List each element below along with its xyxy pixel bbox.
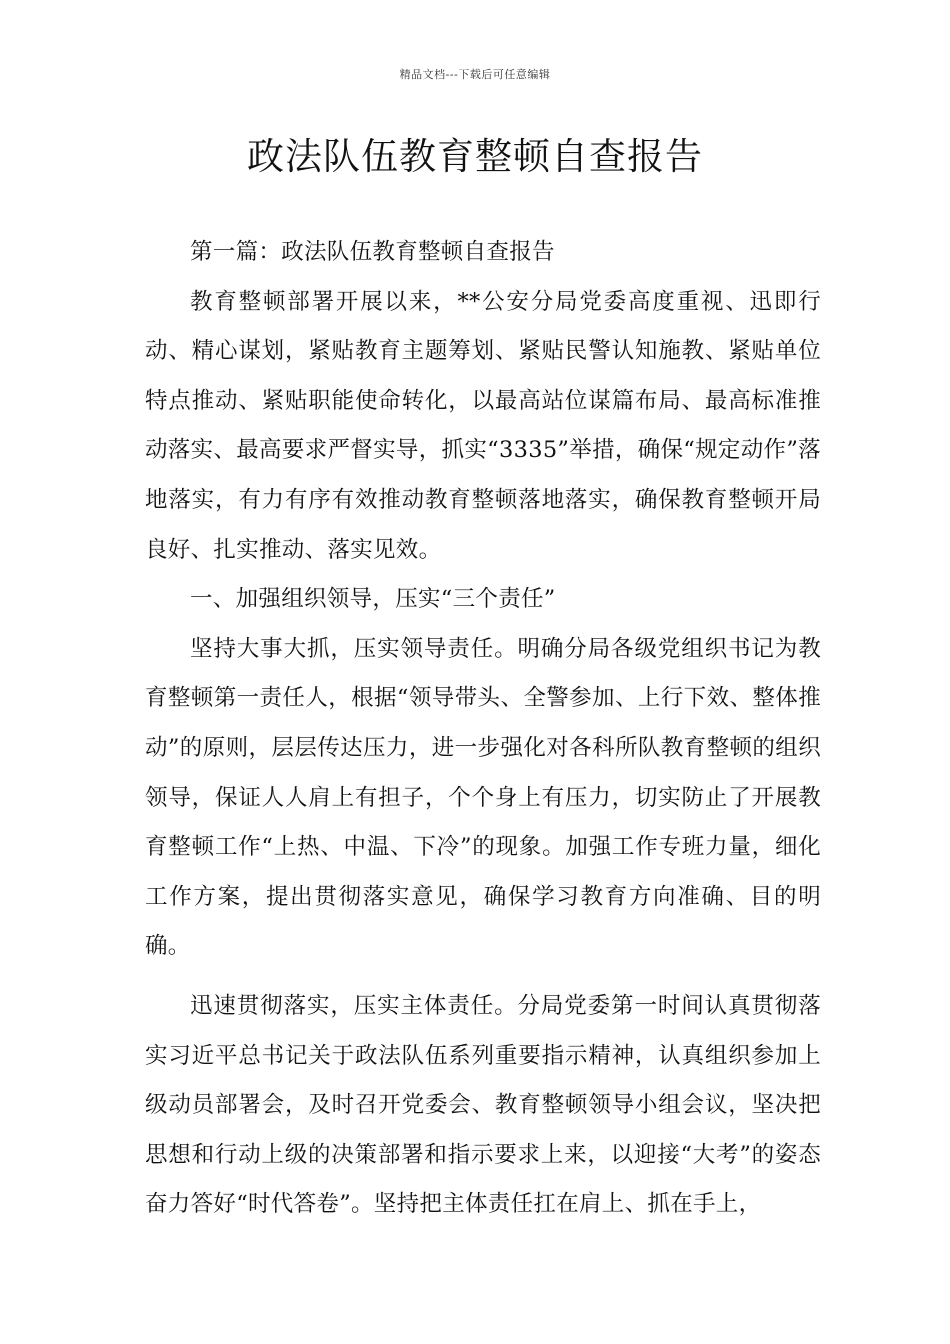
- document-body: [145, 228, 821, 1230]
- paragraph-leadership-responsibility: 坚持大事大抓，压实领导责任。明确分局各级党组织书记为教育整顿第一责任人，根据“领导带头、全警参加、上行下效、整体推动”的原则，层层传达压力，进一步强化对各科所队教育整顿的组织领导，保证人人肩上有担子，个个身上有压力，切实防止了开展教育整顿工作“上热、中温、下冷”的现象。加强工作专班力量，细化工作方案，提出贯彻落实意见，确保学习教育方向准确、目的明确。: [145, 635, 821, 960]
- section-heading-part-one: 第一篇：政法队伍教育整顿自查报告: [190, 239, 555, 265]
- document-title: 政法队伍教育整顿自查报告: [247, 135, 703, 178]
- paragraph-intro: 教育整顿部署开展以来，**公安分局党委高度重视、迅即行动、精心谋划，紧贴教育主题筹划、紧贴民警认知施教、紧贴单位特点推动、紧贴职能使命转化，以最高站位谋篇布局、最高标准推动落实、最高要求严督实导，抓实“3335”举措，确保“规定动作”落地落实，有力有序有效推动教育整顿落地落实，确保教育整顿开局良好、扎实推动、落实见效。: [145, 288, 821, 563]
- header-note: 精品文档---下载后可任意编辑: [399, 68, 551, 81]
- paragraph-main-responsibility: 迅速贯彻落实，压实主体责任。分局党委第一时间认真贯彻落实习近平总书记关于政法队伍系列重要指示精神，认真组织参加上级动员部署会，及时召开党委会、教育整顿领导小组会议，坚决把思想和行动上级的决策部署和指示要求上来，以迎接“大考”的姿态奋力答好“时代答卷”。坚持把主体责任扛在肩上、抓在手上，: [145, 992, 821, 1218]
- section-heading-one: 一、加强组织领导，压实“三个责任”: [190, 586, 556, 613]
